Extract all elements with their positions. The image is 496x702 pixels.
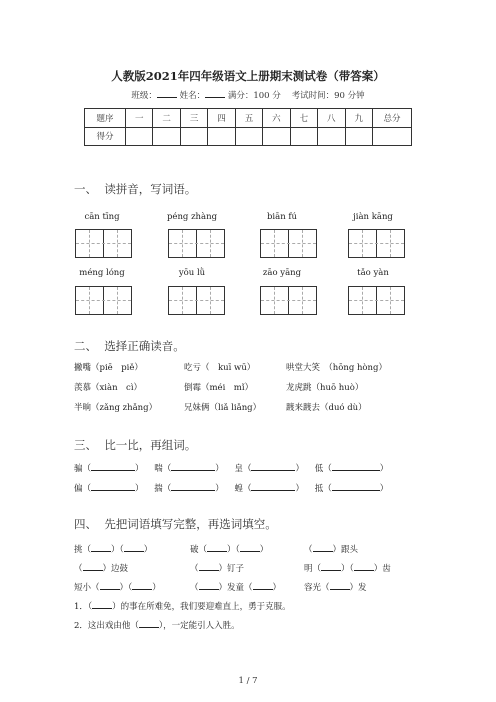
answer-blank[interactable] [251,462,295,471]
section-2-heading [74,338,185,354]
fill-text: ）跟头 [332,545,359,555]
fill-item [74,543,152,555]
header-cell: 总分 [373,109,412,128]
fill-text: ）边鼓 [102,564,129,574]
section-4-heading [74,516,277,532]
section-title: 读拼音，写词语。 [104,182,197,196]
section-number: 二、 [74,339,97,353]
header-cell: 五 [235,109,262,128]
fill-text: ）（ [111,545,124,555]
fill-text: （ [190,564,199,574]
compare-char: 偏（ [74,484,92,494]
bracket-close: ） [215,464,224,474]
section-title: 先把词语填写完整，再选词填空。 [104,517,277,531]
writing-box[interactable] [168,286,225,315]
row-label: 得分 [85,127,126,146]
fill-text: 短小（ [74,583,100,593]
fill-text: 1．（ [74,602,93,612]
score-table [84,108,412,146]
fill-text: （ [304,545,313,555]
fill-item [190,543,268,555]
answer-blank[interactable] [354,562,374,571]
reading-item: 踱来踱去（duó dù） [286,403,367,413]
reading-item: 倒霉（méi mǐ） [184,383,254,393]
answer-blank[interactable] [253,581,273,590]
compare-row-1 [74,462,388,474]
question-2 [74,619,240,631]
fill-text: ） [143,545,153,555]
pinyin-label: péng zhàng [166,212,218,222]
pinyin-label: tǎo yàn [357,268,389,278]
class-label: 班级： [131,91,157,101]
writing-box[interactable] [260,229,317,258]
reading-item: 兄妹俩（liǎ liǎng） [184,403,262,413]
answer-blank[interactable] [330,581,350,590]
header-cell: 题序 [85,109,126,128]
compare-char: 喘（ [154,464,172,474]
section-3-heading [74,437,196,453]
header-cell: 八 [318,109,345,128]
reading-item: 哄堂大笑 （hōng hòng） [286,363,387,373]
exam-title: 人教版2021年四年级语文上册期末测试卷（带答案） [111,69,385,83]
fill-text: ）发童（ [218,583,253,593]
answer-blank[interactable] [83,562,103,571]
section-1-heading [74,181,196,197]
score-cell[interactable] [318,127,345,146]
score-table-row [85,127,412,146]
section-title: 比一比，再组词。 [104,438,197,452]
fill-item [190,581,281,593]
answer-blank[interactable] [91,462,135,471]
fill-item [74,581,161,593]
fill-text: ）（ [119,583,133,593]
answer-blank[interactable] [91,482,135,491]
header-cell: 二 [153,109,180,128]
bracket-close: ） [295,464,304,474]
bracket-close: ） [379,484,389,494]
fill-text: ）齿 [373,564,391,574]
fill-item [190,562,244,574]
writing-box[interactable] [168,229,225,258]
fill-text: 挑（ [74,545,92,555]
score-cell[interactable] [208,127,235,146]
compare-char: 揣（ [154,484,172,494]
compare-char: 抵（ [314,484,332,494]
fill-text: ） [272,583,282,593]
fill-text: ） [259,545,269,555]
pinyin-label: méng lóng [79,268,125,278]
fill-text: 2．这出戏由他（ [74,621,139,631]
name-label: 姓名： [179,91,206,101]
answer-blank[interactable] [139,619,159,628]
pinyin-label: cān tīng [84,212,120,222]
pinyin-label: zāo yāng [262,268,302,278]
bracket-close: ） [379,464,389,474]
answer-blank[interactable] [240,543,260,552]
reading-item: 羡慕（xiàn cì） [74,383,143,393]
writing-box[interactable] [348,286,405,315]
score-table-header [85,109,412,128]
score-cell[interactable] [126,127,153,146]
answer-blank[interactable] [124,543,144,552]
fill-text: 明（ [304,564,322,574]
writing-box[interactable] [75,229,132,258]
score-cell[interactable] [373,127,412,146]
score-cell[interactable] [345,127,373,146]
answer-blank[interactable] [171,482,215,491]
score-cell[interactable] [263,127,290,146]
fill-text: ）（ [227,545,240,555]
header-cell: 一 [126,109,153,128]
answer-blank[interactable] [199,581,219,590]
header-cell: 九 [345,109,373,128]
score-cell[interactable] [153,127,180,146]
answer-blank[interactable] [91,543,111,552]
score-cell[interactable] [235,127,262,146]
fill-text: ），一定能引人入胜。 [158,621,240,631]
answer-blank[interactable] [199,562,219,571]
fill-text: ） [152,583,161,593]
answer-blank[interactable] [171,462,215,471]
bracket-close: ） [295,484,304,494]
page-number: 1 / 7 [238,676,258,686]
bracket-close: ） [135,484,144,494]
score-cell[interactable] [180,127,207,146]
section-number: 三、 [74,438,97,452]
fill-item [74,562,128,574]
section-title: 选择正确读音。 [104,339,185,353]
compare-char: 蝗（ [234,484,252,494]
pinyin-label: yōu lǜ [178,268,206,278]
writing-box[interactable] [260,286,317,315]
pinyin-label: jiàn kāng [353,212,393,222]
reading-item: 龙虎跳（huō huò） [286,383,364,393]
fill-text: 破（ [190,545,208,555]
exam-time: 考试时间：90 分钟 [291,91,365,101]
answer-blank[interactable] [332,482,380,491]
answer-blank[interactable] [251,482,295,491]
reading-item: 吃亏（ kuī wū） [184,363,256,373]
compare-char: 低（ [314,464,332,474]
full-score: 满分：100 分 [227,91,281,101]
score-cell[interactable] [290,127,317,146]
writing-box[interactable] [348,229,405,258]
header-cell: 六 [263,109,290,128]
fill-text: ）（ [341,564,354,574]
fill-item [304,581,367,593]
header-cell: 三 [180,109,207,128]
reading-item: 半晌（zǎng zhǎng） [74,403,158,413]
fill-text: ）发 [349,583,367,593]
fill-item [304,562,391,574]
answer-blank[interactable] [313,543,333,552]
answer-blank[interactable] [207,543,227,552]
fill-text: ）钉子 [218,564,245,574]
answer-blank[interactable] [332,462,380,471]
fill-item [304,543,358,555]
name-blank [205,89,225,98]
bracket-close: ） [135,464,144,474]
compare-row-2 [74,482,388,494]
header-cell: 四 [208,109,235,128]
exam-info-line [0,89,496,101]
reading-item: 撇嘴（piē piě） [74,363,143,373]
header-cell: 七 [290,109,317,128]
fill-text: （ [190,583,199,593]
compare-char: 骗（ [74,464,92,474]
fill-text: 容光（ [304,583,330,593]
pinyin-label: biān fú [266,212,298,222]
fill-text: ）的事在所难免，我们要迎难直上，勇于克服。 [112,602,291,612]
compare-char: 皇（ [234,464,252,474]
section-number: 一、 [74,182,97,196]
bracket-close: ） [215,484,224,494]
writing-box[interactable] [75,286,132,315]
answer-blank[interactable] [132,581,152,590]
answer-blank[interactable] [100,581,120,590]
answer-blank[interactable] [321,562,341,571]
class-blank [157,89,177,98]
fill-text: （ [74,564,83,574]
answer-blank[interactable] [92,600,112,609]
section-number: 四、 [74,517,97,531]
question-1 [74,600,291,612]
